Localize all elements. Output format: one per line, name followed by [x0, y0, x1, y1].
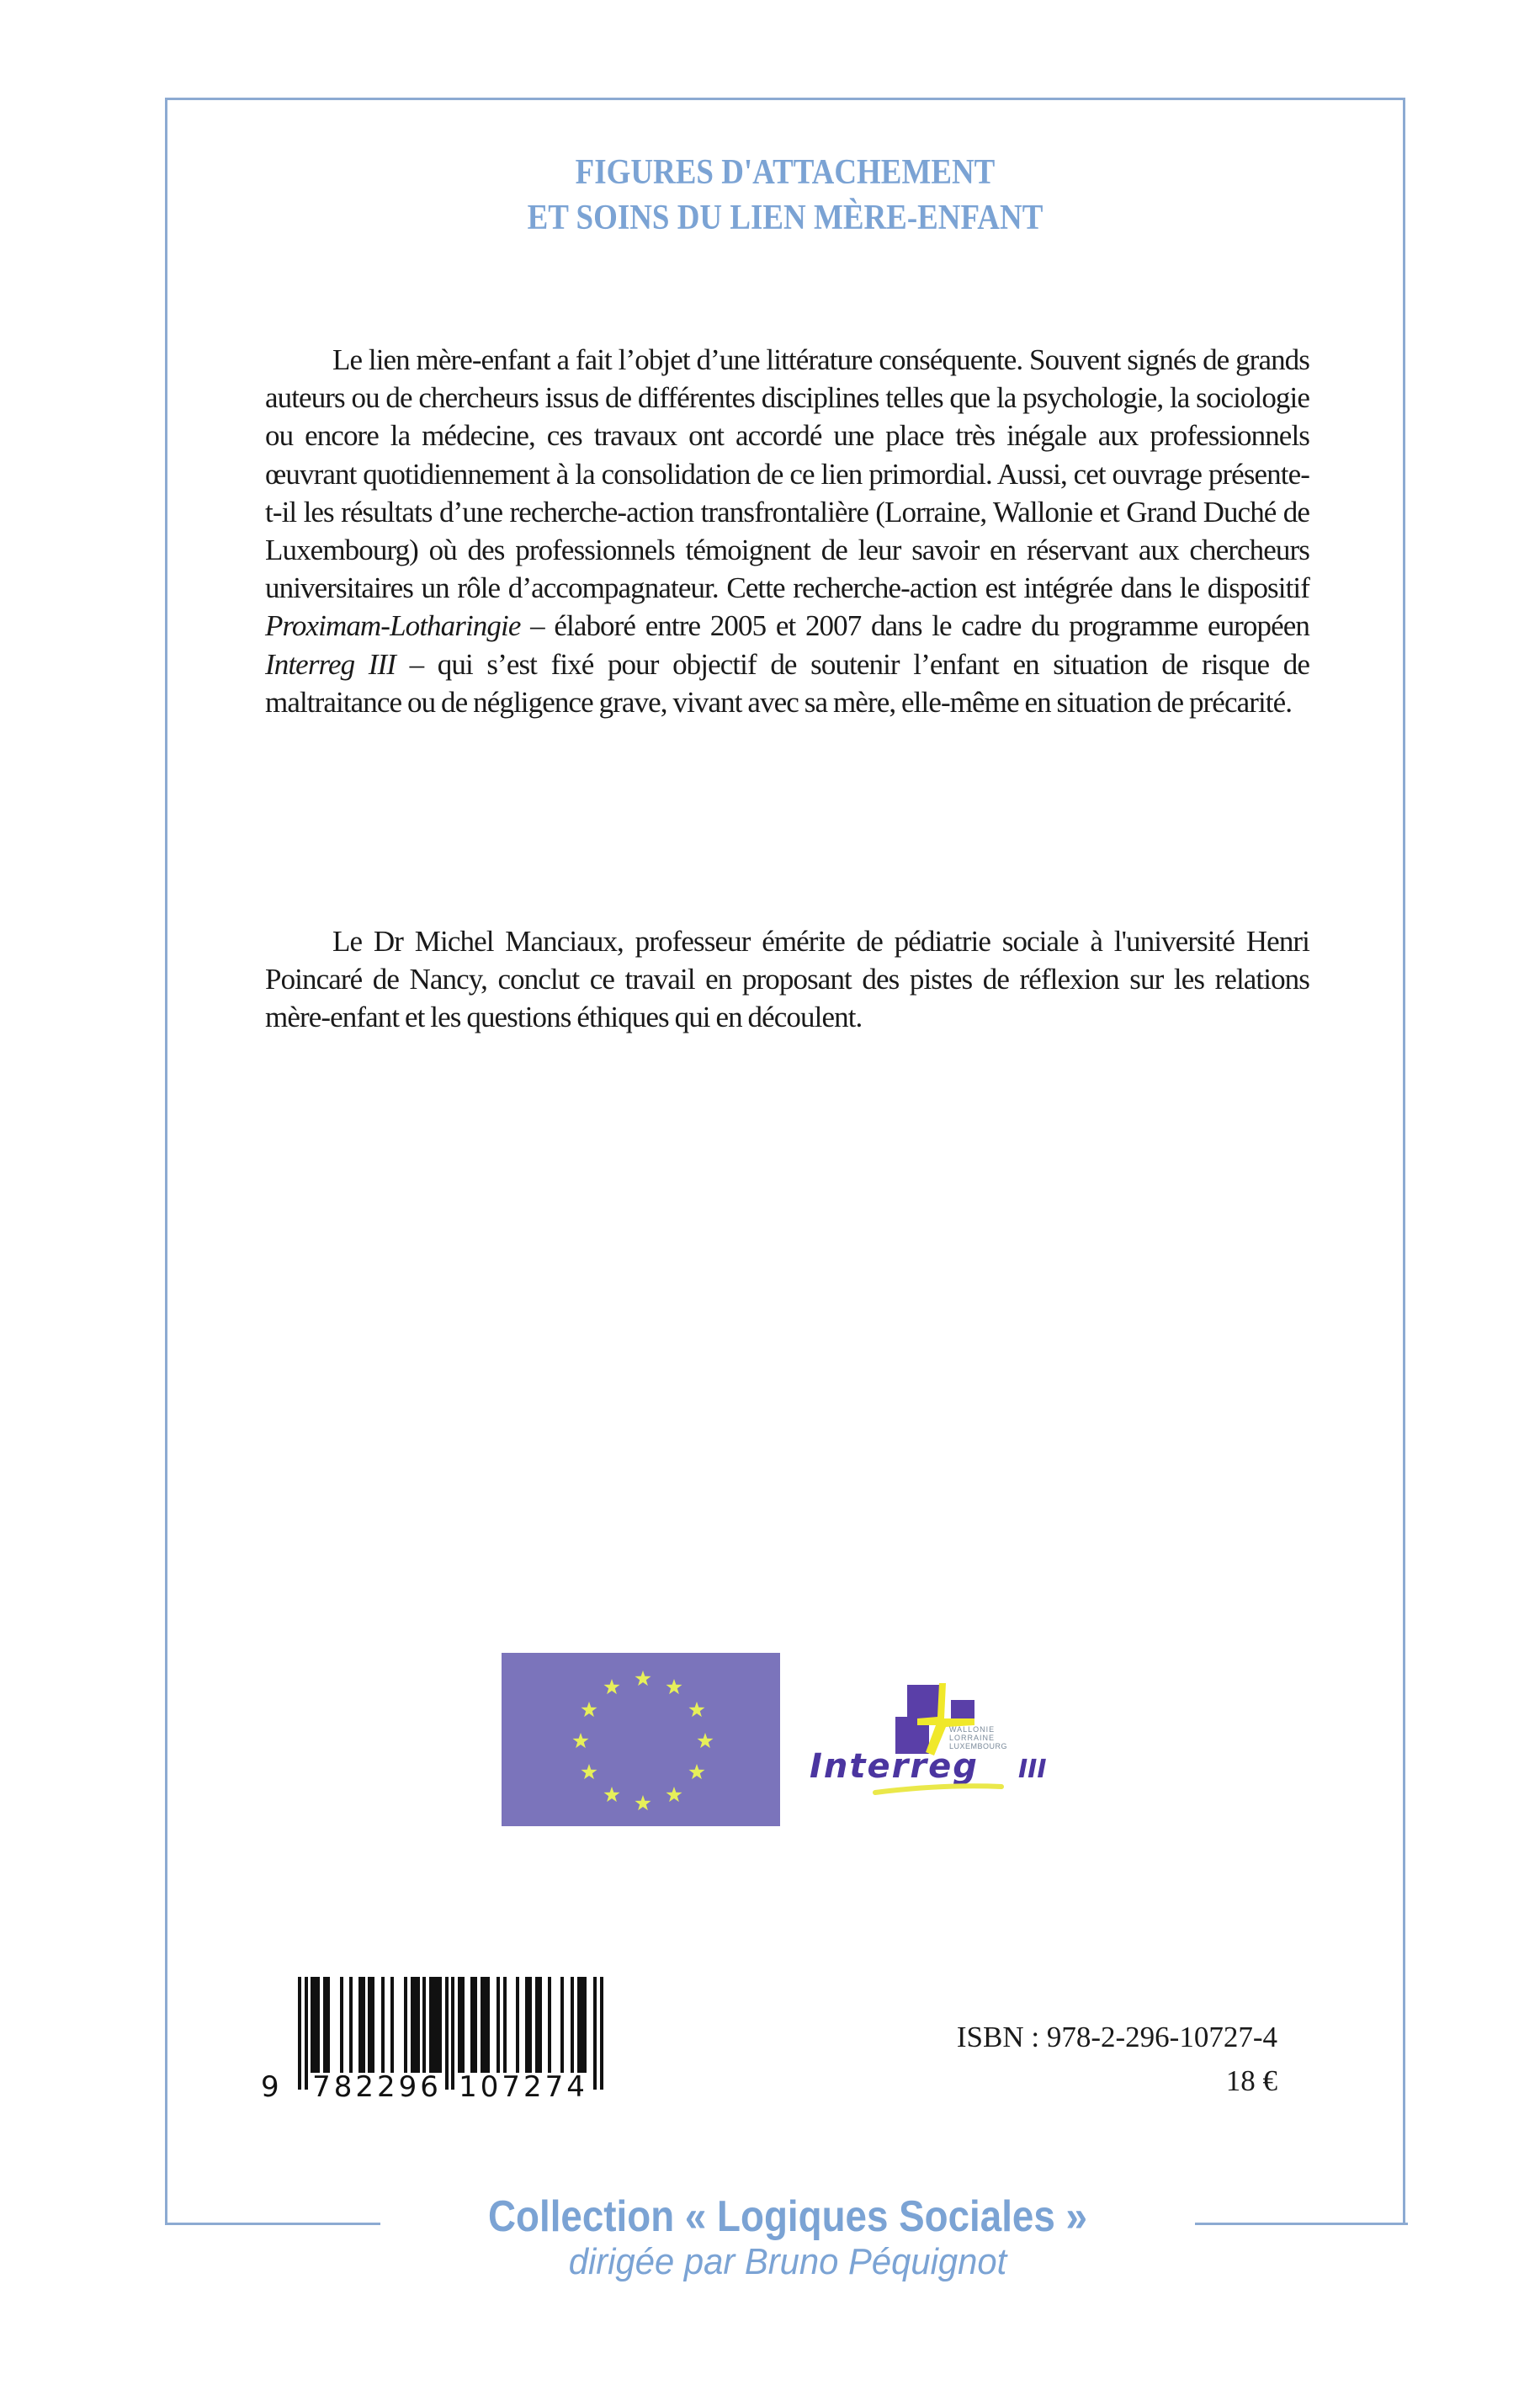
svg-text:Interreg: Interreg	[810, 1747, 979, 1786]
eu-flag-logo	[502, 1653, 780, 1826]
blurb-text-part-3: – qui s’est fixé pour objectif de soutenir l’enfant en situation de risque de maltraitance ou de négligence grave, vivant avec sa mère, elle-même en situation de précarité.	[265, 647, 1309, 719]
eu-stars-icon	[502, 1653, 780, 1826]
interreg-emblem-icon	[791, 1649, 1069, 1809]
barcode-lead-digit: 9	[261, 2070, 279, 2104]
frame-bottom-left-rule	[165, 2223, 380, 2225]
svg-text:LUXEMBOURG: LUXEMBOURG	[949, 1742, 1008, 1750]
blurb-paragraph-2-text: Le Dr Michel Manciaux, professeur émérite de pédiatrie sociale à l'université Henri Poincaré de Nancy, conclut ce travail en proposant des pistes de réflexion sur les relations mère-enfant et les questions éthiques qui en découlent.	[265, 925, 1309, 1034]
barcode-left-digits: 782296	[312, 2070, 442, 2104]
blurb-paragraph-1-text	[265, 341, 1309, 721]
frame-bottom-right-rule	[1195, 2223, 1408, 2225]
isbn-number: ISBN : 978-2-296-10727-4	[956, 2021, 1277, 2053]
price: 18 €	[1225, 2064, 1277, 2097]
book-title	[239, 150, 1330, 241]
collection-director: dirigée par Bruno Péquignot	[568, 2241, 1007, 2282]
blurb-paragraph-2	[265, 922, 1309, 1037]
blurb-paragraph-1	[265, 341, 1309, 721]
collection-name: Collection « Logiques Sociales »	[487, 2192, 1088, 2241]
isbn-barcode	[252, 1969, 614, 2121]
svg-text:III: III	[1018, 1755, 1047, 1784]
title-line-2: ET SOINS DU LIEN MÈRE-ENFANT	[527, 199, 1043, 237]
isbn-price-block	[957, 2016, 1277, 2103]
interreg-logo	[791, 1649, 1069, 1809]
svg-text:LORRAINE: LORRAINE	[949, 1734, 996, 1742]
title-line-1: FIGURES D'ATTACHEMENT	[575, 153, 996, 192]
program-name-italic: Proximam-Lotharingie	[265, 609, 521, 643]
blurb-text-part-1: Le lien mère-enfant a fait l’objet d’une littérature conséquente. Souvent signés de grands auteurs ou de chercheurs issus de différentes disciplines telles que la psychologie, la sociologie ou encore la médecine, ces travaux ont accordé une place très inégale aux professionnels œuvrant quotidiennement à la consolidation de ce lien primordial. Aussi, cet ouvrage présente-t-il les résultats d’une recherche-action transfrontalière (Lorraine, Wallonie et Grand Duché de Luxembourg) où des professionnels témoignent de leur savoir en réservant aux chercheurs universitaires un rôle d’accompagnateur. Cette recherche-action est intégrée dans le dispositif	[265, 343, 1309, 605]
blurb-text-part-2: – élaboré entre 2005 et 2007 dans le cadre du programme européen	[520, 609, 1309, 643]
barcode-right-digits: 107274	[459, 2070, 588, 2104]
svg-text:WALLONIE: WALLONIE	[949, 1725, 996, 1734]
interreg-italic: Interreg III	[265, 647, 396, 681]
collection-block	[380, 2191, 1195, 2282]
